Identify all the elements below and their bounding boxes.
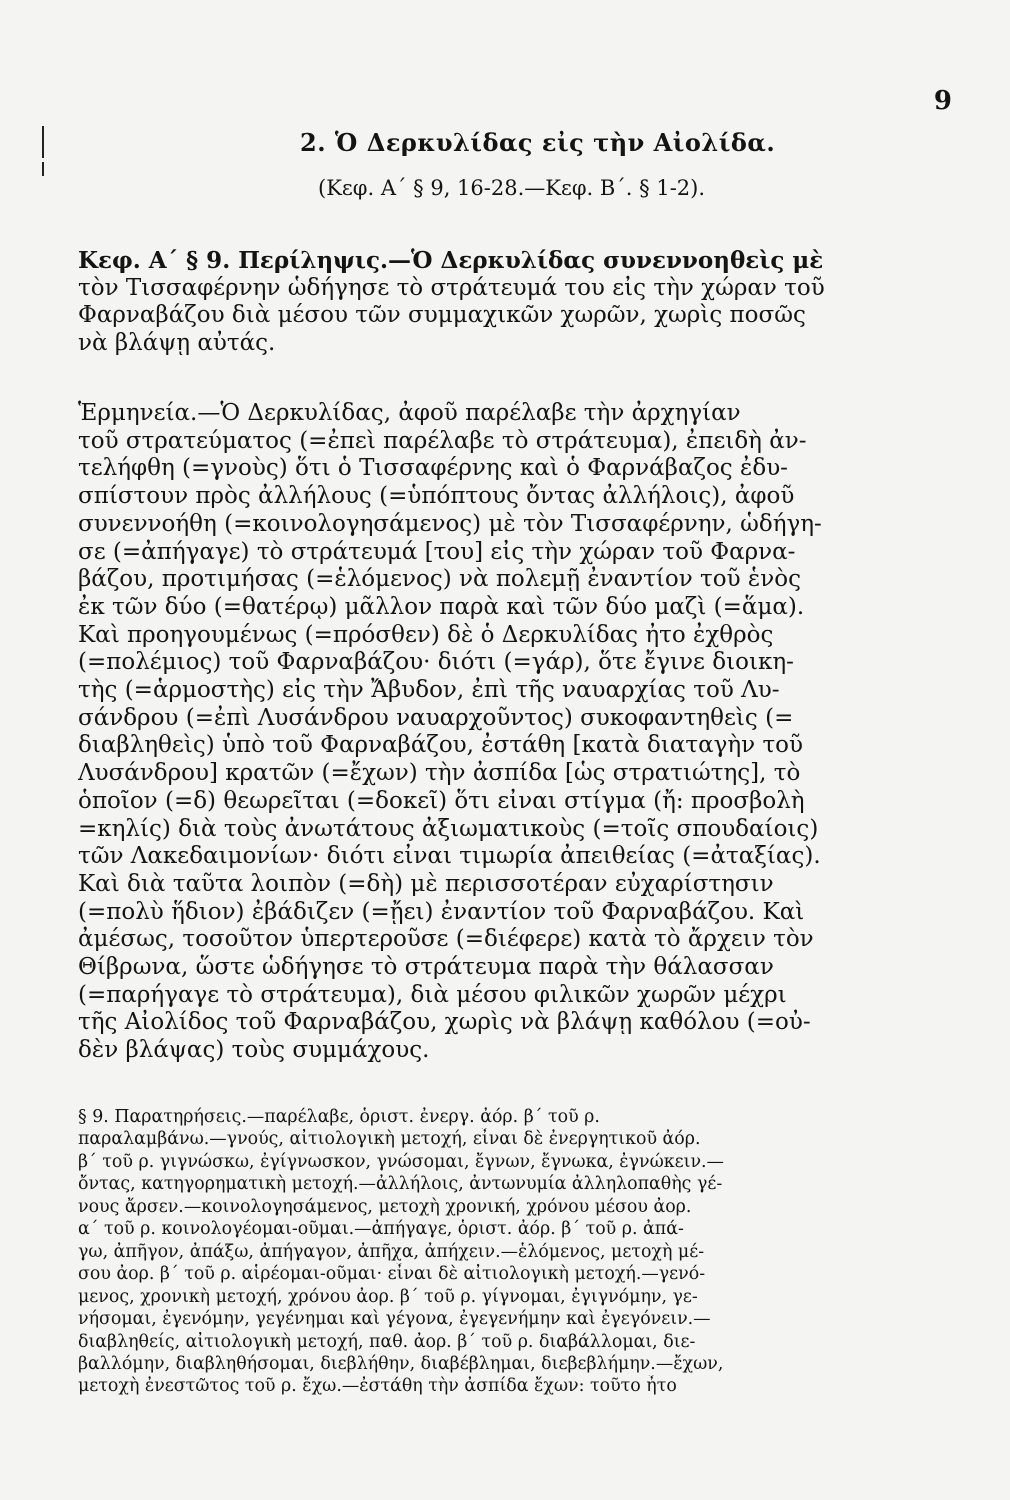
- text-line: Καὶ προηγουμένως (=πρόσθεν) δὲ ὁ Δερκυλίδας ἦτο ἐχθρὸς: [78, 621, 774, 648]
- text-line: δὲν βλάψας) τοὺς συμμάχους.: [78, 1037, 430, 1064]
- text-line: (=πολὺ ἥδιον) ἐβάδιζεν (=ᾔει) ἐναντίον τοῦ Φαρναβάζου. Καὶ: [78, 898, 805, 925]
- text-line: Λυσάνδρου] κρατῶν (=ἔχων) τὴν ἀσπίδα [ὡς στρατιώτης], τὸ: [78, 760, 801, 787]
- note-line: β΄ τοῦ ρ. γιγνώσκω, ἐγίγνωσκον, γνώσομαι, ἔγνων, ἔγνωκα, ἐγνώκειν.—: [78, 1151, 724, 1172]
- text-line: Κεφ. Α΄ § 9. Περίληψις.—Ὁ Δερκυλίδας συνεννοηθεὶς μὲ: [78, 247, 824, 274]
- note-line: σου ἀορ. β΄ τοῦ ρ. αἱρέομαι-οῦμαι· εἶναι δὲ αἰτιολογικὴ μετοχή.—γενό-: [78, 1264, 706, 1285]
- notes-paragraph: [78, 1106, 962, 1398]
- text-line: (=παρήγαγε τὸ στράτευμα), διὰ μέσου φιλικῶν χωρῶν μέχρι: [78, 981, 787, 1008]
- text-line: νὰ βλάψῃ αὐτάς.: [78, 330, 276, 357]
- text-line: τὸν Τισσαφέρνην ὡδήγησε τὸ στράτευμά του εἰς τὴν χώραν τοῦ: [78, 274, 825, 301]
- text-line: ἀμέσως, τοσοῦτον ὑπερτεροῦσε (=διέφερε) κατὰ τὸ ἄρχειν τὸν: [78, 926, 814, 953]
- note-line: γω, ἀπῆγον, ἀπάξω, ἀπήγαγον, ἀπῆχα, ἀπήχειν.—ἑλόμενος, μετοχὴ μέ-: [78, 1241, 705, 1262]
- text-line: διαβληθεὶς) ὑπὸ τοῦ Φαρναβάζου, ἐστάθη [κατὰ διαταγὴν τοῦ: [78, 732, 803, 759]
- text-line: τὴς (=ἁρμοστὴς) εἰς τὴν Ἄβυδον, ἐπὶ τῆς ναυαρχίας τοῦ Λυ-: [78, 677, 780, 704]
- note-line: νους ἄρσεν.—κοινολογησάμενος, μετοχὴ χρονική, χρόνου μέσου ἀορ.: [78, 1196, 692, 1217]
- text-line: =κηλίς) διὰ τοὺς ἀνωτάτους ἀξιωματικοὺς (=τοῖς σπουδαίοις): [78, 815, 819, 842]
- summary-paragraph: [78, 247, 962, 358]
- note-line: § 9. Παρατηρήσεις.—παρέλαβε, ὁριστ. ἐνεργ. ἀόρ. β΄ τοῦ ρ.: [78, 1107, 600, 1127]
- text-line: Θίβρωνα, ὥστε ὡδήγησε τὸ στράτευμα παρὰ τὴν θάλασσαν: [78, 954, 774, 981]
- text-line: τῆς Αἰολίδος τοῦ Φαρναβάζου, χωρὶς νὰ βλάψῃ καθόλου (=οὐ-: [78, 1009, 811, 1036]
- note-line: νήσομαι, ἐγενόμην, γεγένημαι καὶ γέγονα, ἐγεγενήμην καὶ ἐγεγόνειν.—: [78, 1309, 711, 1330]
- note-line: ὄντας, κατηγορηματικὴ μετοχή.—ἀλλήλοις, ἀντωνυμία ἀλληλοπαθὴς γέ-: [78, 1174, 723, 1195]
- text-line: σπίστουν πρὸς ἀλλήλους (=ὑπόπτους ὄντας ἀλλήλοις), ἀφοῦ: [78, 483, 795, 510]
- margin-mark: [42, 126, 44, 158]
- text-line: ἐκ τῶν δύο (=θατέρῳ) μᾶλλον παρὰ καὶ τῶν δύο μαζὶ (=ἅμα).: [78, 593, 805, 620]
- text-line: σάνδρου (=ἐπὶ Λυσάνδρου ναυαρχοῦντος) συκοφαντηθεὶς (=: [78, 704, 794, 731]
- note-line: διαβληθείς, αἰτιολογικὴ μετοχή, παθ. ἀορ. β΄ τοῦ ρ. διαβάλλομαι, διε-: [78, 1331, 696, 1352]
- note-line: μενος, χρονικὴ μετοχή, χρόνου ἀορ. β΄ τοῦ ρ. γίγνομαι, ἐγιγνόμην, γε-: [78, 1286, 698, 1307]
- text-line: ὁποῖον (=δ) θεωρεῖται (=δοκεῖ) ὅτι εἶναι στίγμα (ἤ: προσβολὴ: [78, 787, 805, 814]
- section-title: 2. Ὁ Δερκυλίδας εἰς τὴν Αἰολίδα.: [300, 128, 776, 157]
- margin-mark: [42, 162, 44, 176]
- text-line: (=πολέμιος) τοῦ Φαρναβάζου· διότι (=γάρ), ὅτε ἔγινε διοικη-: [78, 649, 794, 676]
- text-line: Καὶ διὰ ταῦτα λοιπὸν (=δὴ) μὲ περισσοτέραν εὐχαρίστησιν: [78, 870, 774, 897]
- text-line: συνεννοήθη (=κοινολογησάμενος) μὲ τὸν Τισσαφέρνην, ὡδήγη-: [78, 510, 822, 537]
- text-line: τοῦ στρατεύματος (=ἐπεὶ παρέλαβε τὸ στράτευμα), ἐπειδὴ ἀν-: [78, 427, 807, 454]
- text-line: βάζου, προτιμήσας (=ἑλόμενος) νὰ πολεμῇ ἐναντίον τοῦ ἑνὸς: [78, 566, 801, 593]
- section-reference: (Κεφ. Α΄ § 9, 16-28.—Κεφ. Β΄. § 1-2).: [318, 176, 706, 200]
- note-line: παραλαμβάνω.—γνούς, αἰτιολογικὴ μετοχή, εἶναι δὲ ἐνεργητικοῦ ἀόρ.: [78, 1129, 701, 1150]
- interpretation-paragraph: [78, 400, 962, 1065]
- text-line: τελήφθη (=γνοὺς) ὅτι ὁ Τισσαφέρνης καὶ ὁ Φαρνάβαζος ἐδυ-: [78, 455, 788, 482]
- note-line: μετοχὴ ἐνεστῶτος τοῦ ρ. ἔχω.—ἐστάθη τὴν ἀσπίδα ἔχων: τοῦτο ἦτο: [78, 1376, 677, 1397]
- page-number: 9: [933, 86, 952, 116]
- text-line: Φαρναβάζου διὰ μέσου τῶν συμμαχικῶν χωρῶν, χωρὶς ποσῶς: [78, 302, 806, 329]
- note-line: α΄ τοῦ ρ. κοινολογέομαι-οῦμαι.—ἀπήγαγε, ὁριστ. ἀόρ. β΄ τοῦ ρ. ἀπά-: [78, 1219, 684, 1240]
- text-line: τῶν Λακεδαιμονίων· διότι εἶναι τιμωρία ἀπειθείας (=ἀταξίας).: [78, 843, 821, 870]
- text-line: σε (=ἀπήγαγε) τὸ στράτευμά [του] εἰς τὴν χώραν τοῦ Φαρνα-: [78, 538, 796, 565]
- note-line: βαλλόμην, διαβληθήσομαι, διεβλήθην, διαβέβλημαι, διεβεβλήμην.—ἔχων,: [78, 1353, 724, 1374]
- text-line: Ἑρμηνεία.—Ὁ Δερκυλίδας, ἀφοῦ παρέλαβε τὴν ἀρχηγίαν: [78, 400, 741, 426]
